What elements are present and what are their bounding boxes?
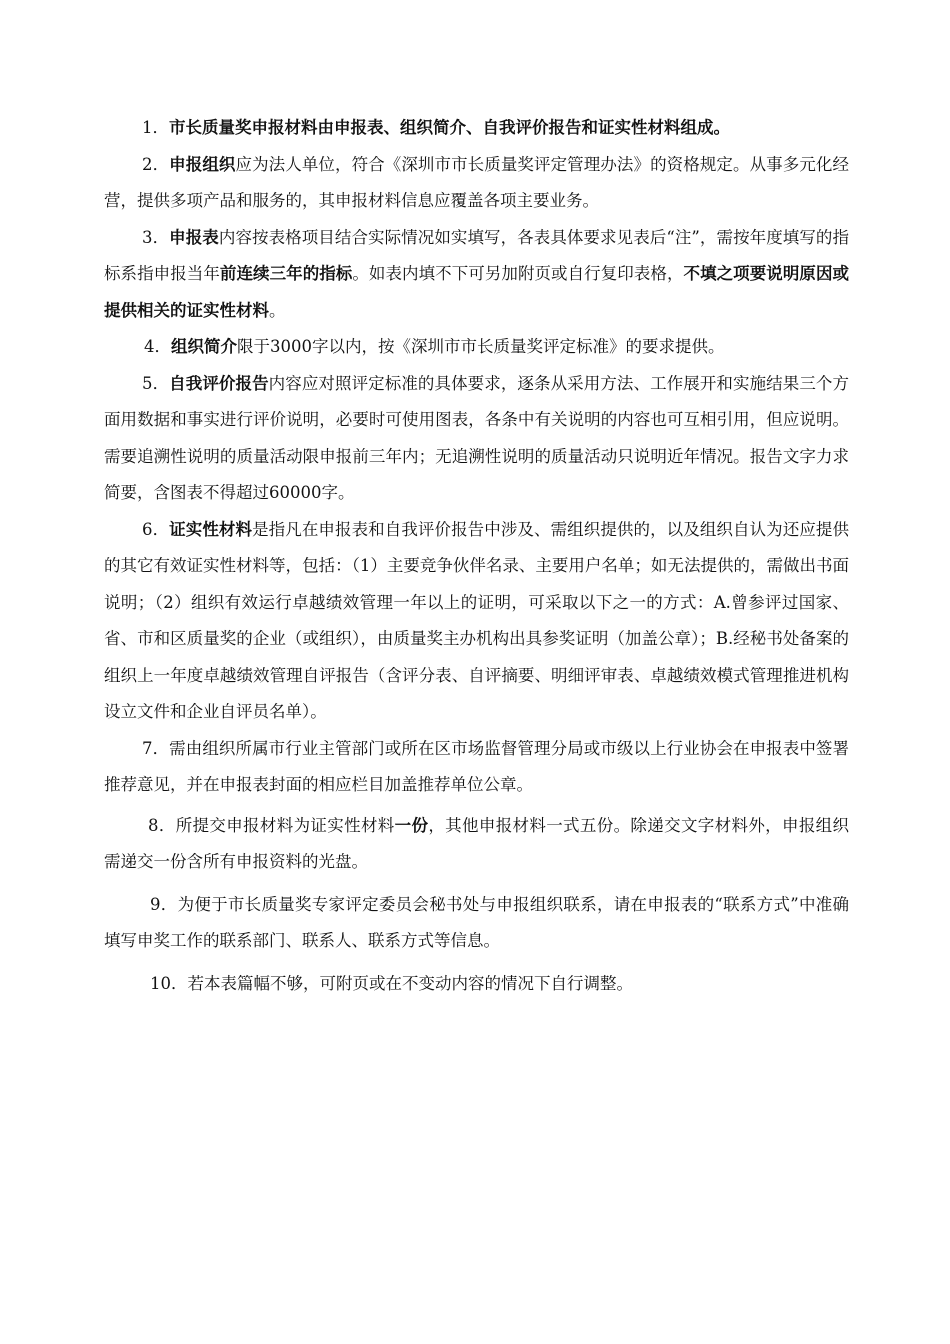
instruction-item (104, 366, 849, 512)
item-text: 若本表篇幅不够，可附页或在不变动内容的情况下自行调整。 (187, 973, 633, 993)
item-number: 10． (150, 973, 188, 993)
item-text-bold: 前连续三年的指标 (219, 264, 353, 283)
item-text: 限于3000字以内，按《深圳市市长质量奖评定标准》的要求提供。 (237, 337, 725, 356)
item-number: 4． (144, 337, 171, 356)
item-number: 5． (142, 373, 170, 393)
instruction-item (104, 966, 849, 1003)
item-text-bold: 市长质量奖申报材料由申报表、组织简介、自我评价报告和证实性材料组成。 (169, 118, 730, 137)
instruction-item (104, 512, 849, 731)
item-number: 3． (142, 227, 170, 247)
instruction-item (104, 887, 849, 960)
instruction-item (104, 147, 849, 220)
item-text-bold: 一份 (394, 815, 429, 835)
item-text: 。如表内填不下可另加附页或自行复印表格， (352, 264, 684, 283)
item-text: 所提交申报材料为证实性材料 (175, 815, 395, 835)
instructions-list (104, 110, 849, 1002)
item-text-bold: 申报表 (169, 227, 219, 247)
item-text-bold: 申报组织 (169, 154, 236, 174)
item-text: 为便于市长质量奖专家评定委员会秘书处与申报组织联系，请在申报表的“联系方式”中准确填写申奖工作的联系部门、联系人、联系方式等信息。 (104, 894, 850, 950)
item-text: 是指凡在申报表和自我评价报告中涉及、需组织提供的，以及组织自认为还应提供的其它有效证实性材料等，包括：（1）主要竞争伙伴名录、主要用户名单；如无法提供的，需做出书面说明；（2）组织有效运行卓越绩效管理一年以上的证明，可采取以下之一的方式：A.曾参评过国家、省、市和区质量奖的企业（或组织），由质量奖主办机构出具参奖证明（加盖公章）；B.经秘书处备案的组织上一年度卓越绩效管理自评报告（含评分表、自评摘要、明细评审表、卓越绩效模式管理推进机构设立文件和企业自评员名单）。 (104, 519, 850, 721)
item-number: 8． (148, 815, 176, 835)
item-text: 。 (269, 300, 286, 320)
instruction-item (104, 110, 849, 147)
item-number: 2． (142, 154, 170, 174)
instruction-item (104, 731, 849, 804)
item-text: ，其他申报材料一式五份。除递交文字材料外，申报组织需递交一份含所有申报资料的光盘。 (104, 815, 850, 871)
item-text-bold: 不填之项要说明原因或提供相关的证实性材料 (104, 264, 850, 320)
instruction-item (104, 220, 849, 330)
item-number: 6． (142, 519, 170, 539)
item-number: 9． (150, 894, 178, 914)
item-text: 需由组织所属市行业主管部门或所在区市场监督管理分局或市级以上行业协会在申报表中签署推荐意见，并在申报表封面的相应栏目加盖推荐单位公章。 (104, 738, 850, 794)
item-text-bold: 自我评价报告 (169, 373, 269, 393)
item-text: 应为法人单位，符合《深圳市市长质量奖评定管理办法》的资格规定。从事多元化经营，提供多项产品和服务的，其申报材料信息应覆盖各项主要业务。 (104, 154, 850, 210)
item-number: 7． (142, 738, 170, 758)
item-text: 内容应对照评定标准的具体要求，逐条从采用方法、工作展开和实施结果三个方面用数据和事实进行评价说明，必要时可使用图表，各条中有关说明的内容也可互相引用，但应说明。需要追溯性说明的质量活动限申报前三年内；无追溯性说明的质量活动只说明近年情况。报告文字力求简要，含图表不得超过60000字。 (104, 373, 850, 502)
instruction-item (104, 808, 849, 881)
item-text-bold: 证实性材料 (169, 519, 253, 539)
item-number: 1． (142, 118, 169, 137)
instruction-item (104, 329, 849, 366)
item-text: 内容按表格项目结合实际情况如实填写，各表具体要求见表后“注”，需按年度填写的指标系指申报当年 (104, 227, 850, 283)
item-text-bold: 组织简介 (171, 337, 237, 356)
